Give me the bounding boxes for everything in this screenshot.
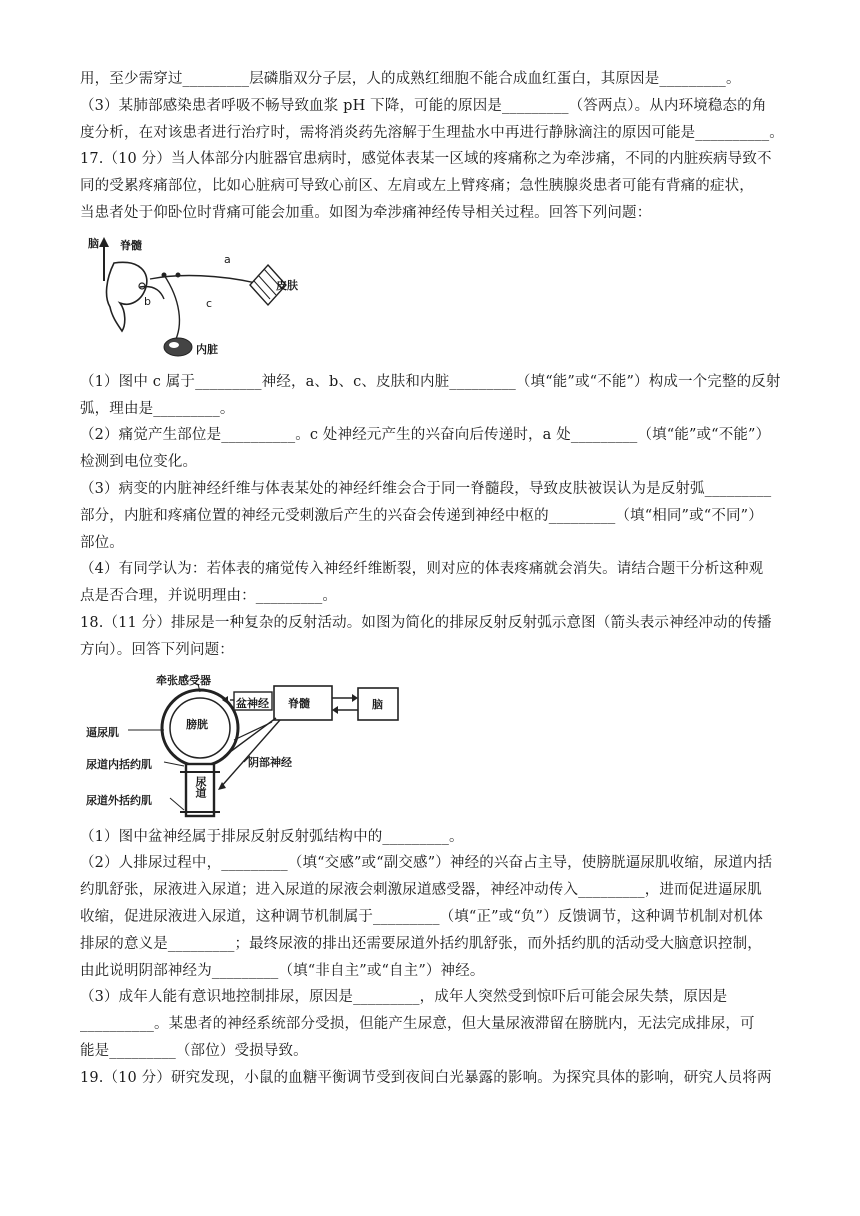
neuron-b-label: b [144, 294, 151, 308]
question-18-stem: 18.（11 分）排尿是一种复杂的反射活动。如图为简化的排尿反射反射弧示意图（箭头表示神经冲动的传播 [80, 614, 772, 631]
text-line: 弧，理由是_________。 [80, 400, 235, 417]
brain-box-label: 脑 [372, 697, 383, 711]
spinal-cord-box-label: 脊髓 [288, 696, 310, 710]
text-line: 收缩，促进尿液进入尿道，这种调节机制属于_________（填“正”或“负”）反馈调节，这种调节机制对机体 [80, 908, 763, 925]
urethra-label: 尿道 [194, 775, 207, 798]
nerve-a-label: a [224, 252, 231, 266]
text-line: （3）某肺部感染患者呼吸不畅导致血浆 pH 下降，可能的原因是_________（答两点）。从内环境稳态的角 [80, 97, 767, 114]
text-line: （3）成年人能有意识地控制排尿，原因是_________，成年人突然受到惊吓后可能会尿失禁，原因是 [80, 989, 728, 1006]
text-line: （2）人排尿过程中，_________（填“交感”或“副交感”）神经的兴奋占主导，使膀胱逼尿肌收缩，尿道内括 [80, 855, 773, 872]
text-line: （1）图中盆神经属于排尿反射反射弧结构中的_________。 [80, 828, 464, 845]
text-line: （2）痛觉产生部位是__________。c 处神经元产生的兴奋向后传递时，a 处_________（填“能”或“不能”） [80, 427, 771, 444]
text-line: 检测到电位变化。 [80, 454, 198, 471]
brain-label: 脑 [88, 236, 99, 250]
viscera-label: 内脏 [196, 342, 218, 356]
pelvic-nerve-label: 盆神经 [236, 696, 269, 710]
text-line: 点是否合理，并说明理由：_________。 [80, 588, 338, 605]
text-block-top [80, 66, 786, 227]
text-block-mid [80, 369, 786, 664]
skin-label: 皮肤 [276, 278, 298, 292]
question-17-stem: 17.（10 分）当人体部分内脏器官患病时，感觉体表某一区域的疼痛称之为牵涉痛，不同的内脏疾病导致不 [80, 151, 772, 168]
text-line: 当患者处于仰卧位时背痛可能会加重。如图为牵涉痛神经传导相关过程。回答下列问题： [80, 204, 652, 221]
text-line: 同的受累疼痛部位，比如心脏病可导致心前区、左肩或左上臂疼痛；急性胰腺炎患者可能有背痛的症状， [80, 178, 754, 195]
nerve-c-label: c [206, 296, 213, 310]
text-line: 度分析，在对该患者进行治疗时，需将消炎药先溶解于生理盐水中再进行静脉滴注的原因可能是__________。 [80, 124, 784, 141]
text-line: 方向）。回答下列问题： [80, 641, 234, 658]
text-line: __________。某患者的神经系统部分受损，但能产生尿意，但大量尿液滞留在膀胱内，无法完成排尿，可 [80, 1016, 755, 1033]
text-line: 排尿的意义是_________；最终尿液的排出还需要尿道外括约肌舒张，而外括约肌的活动受大脑意识控制， [80, 935, 762, 952]
question-19-stem: 19.（10 分）研究发现，小鼠的血糖平衡调节受到夜间白光暴露的影响。为探究具体的影响，研究人员将两 [80, 1069, 772, 1086]
pudendal-nerve-label: 阴部神经 [248, 755, 292, 769]
spinal-cord-label: 脊髓 [120, 238, 142, 252]
internal-sphincter-label: 尿道内括约肌 [86, 757, 152, 771]
exam-page [80, 66, 786, 1092]
text-line: （4）有同学认为：若体表的痛觉传入神经纤维断裂，则对应的体表疼痛就会消失。请结合题干分析这种观 [80, 561, 764, 578]
stretch-receptor-label: 牵张感受器 [156, 673, 211, 687]
text-line: 用，至少需穿过_________层磷脂双分子层，人的成熟红细胞不能合成血红蛋白，其原因是_________。 [80, 71, 741, 87]
text-line: 能是_________（部位）受损导致。 [80, 1042, 308, 1059]
external-sphincter-label: 尿道外括约肌 [86, 793, 152, 807]
text-line: 部分，内脏和疼痛位置的神经元受刺激后产生的兴奋会传递到神经中枢的_________（填“相同”或“不同”） [80, 507, 763, 524]
text-block-bottom [80, 824, 786, 1092]
bladder-label: 膀胱 [186, 717, 208, 731]
text-line: （3）病变的内脏神经纤维与体表某处的神经纤维会合于同一脊髓段，导致皮肤被误认为是反射弧_________ [80, 480, 772, 497]
text-line: 由此说明阴部神经为_________（填“非自主”或“自主”）神经。 [80, 962, 485, 979]
micturition-reflex-diagram [80, 670, 786, 822]
detrusor-label: 逼尿肌 [86, 725, 119, 739]
text-line: 部位。 [80, 534, 124, 551]
text-line: （1）图中 c 属于_________神经，a、b、c、皮肤和内脏_________（填“能”或“不能”）构成一个完整的反射 [80, 373, 781, 390]
text-line: 约肌舒张，尿液进入尿道；进入尿道的尿液会刺激尿道感受器，神经冲动传入_________，进而促进逼尿肌 [80, 882, 762, 899]
referred-pain-diagram [80, 229, 786, 359]
referred-pain-drawing [80, 229, 300, 359]
